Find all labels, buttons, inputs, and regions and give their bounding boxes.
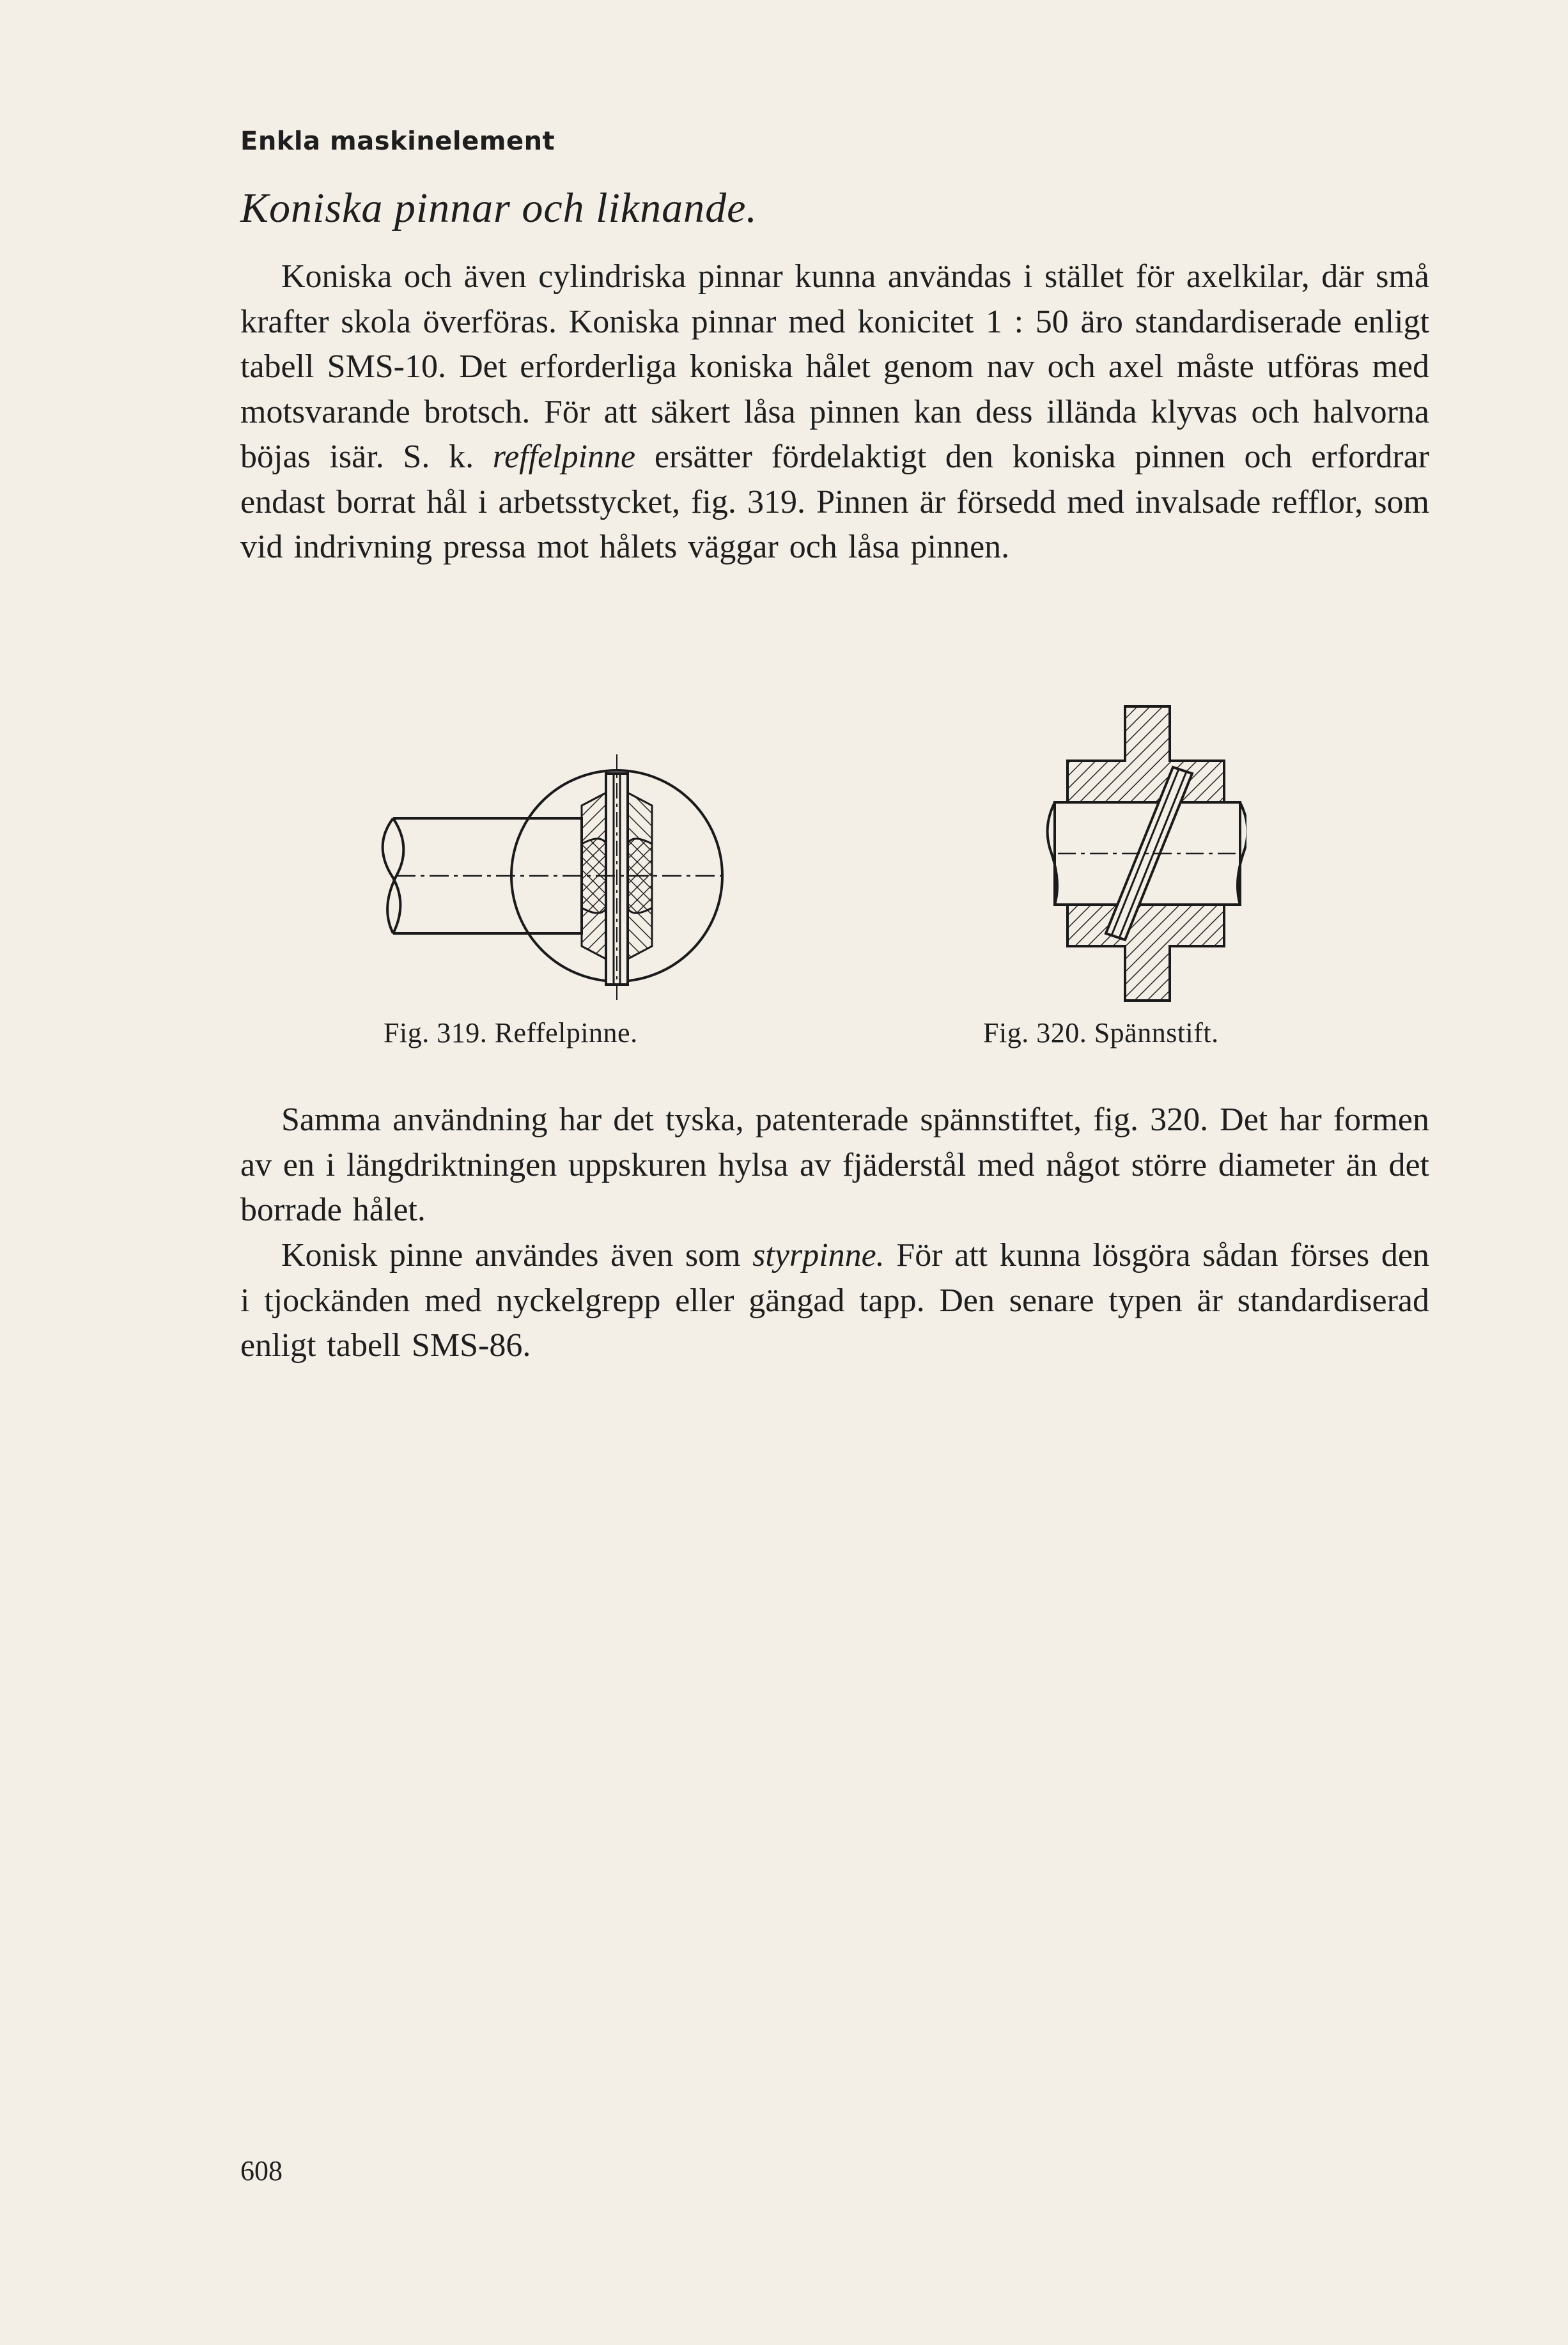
paragraph-3	[240, 1233, 1429, 1369]
figure-319-caption: Fig. 319. Reffelpinne.	[384, 1017, 638, 1048]
paragraph-3-text-a: Konisk pinne användes även som	[281, 1237, 753, 1274]
figure-320-spannstift-drawing	[1042, 700, 1246, 1007]
figure-319-reffelpinne-drawing	[371, 748, 729, 1004]
paragraph-1-text-a: Koniska och även cylindriska pinnar kunna användas i stället för axelkilar, där små krafter skola överföras. Koniska pinnar med konicitet 1 : 50 äro standardiserade enligt tabell SMS-10. Det erforderliga koniska hålet genom nav och axel måste utföras med motsvarande brotsch. För att säkert låsa pinnen kan dess illända klyvas och halvorna böjas isär. S. k.	[240, 258, 1429, 475]
paragraph-2-text: Samma användning har det tyska, patenterade spännstiftet, fig. 320. Det har formen av en i längdriktningen uppskuren hylsa av fjäderstål med något större diameter än det borrade hålet.	[240, 1102, 1429, 1228]
paragraph-1	[240, 254, 1429, 570]
figure-320-caption: Fig. 320. Spännstift.	[983, 1017, 1219, 1048]
section-title: Koniska pinnar och liknande.	[240, 185, 757, 231]
term-reffelpinne: reffelpinne	[492, 439, 636, 475]
paragraph-3-text-b: För att kunna lösgöra sådan förses den i tjockänden med nyckelgrepp eller gängad tapp. Den senare typen är standardiserad enligt tabell SMS-86.	[240, 1237, 1429, 1364]
paragraph-2	[240, 1098, 1429, 1233]
page-number: 608	[240, 2155, 283, 2186]
term-styrpinne: styrpinne.	[752, 1237, 885, 1274]
running-head: Enkla maskinelement	[240, 127, 555, 156]
paragraph-1-text-b: ersätter fördelaktigt den koniska pinnen och erfordrar endast borrat hål i arbetsstycket, fig. 319. Pinnen är försedd med invalsade refflor, som vid indrivning pressa mot hålets väggar och låsa pinnen.	[240, 439, 1429, 565]
